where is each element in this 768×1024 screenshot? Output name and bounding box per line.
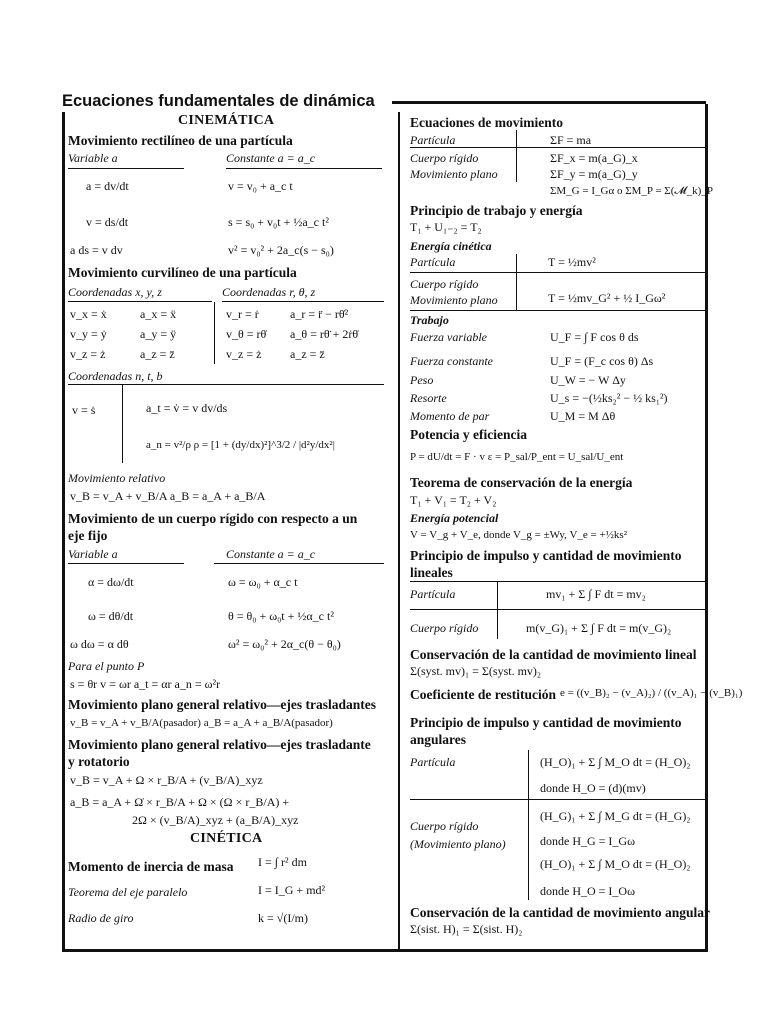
eq-sumFx: ΣF_x = m(a_G)_x bbox=[550, 151, 638, 165]
heading-rectilineo: Movimiento rectilíneo de una partícula bbox=[68, 133, 293, 148]
eq-s-const: s = s₀ + v₀t + ½a_c t² bbox=[228, 215, 329, 229]
eq-a-dvdt: a = dv/dt bbox=[86, 179, 129, 193]
eq-coef-restitucion: e = ((v_B)₂ − (v_A)₂) / ((v_A)₁ − (v_B)₁) bbox=[560, 687, 743, 699]
frame-bottom bbox=[62, 949, 708, 952]
eq-omega-domega: ω dω = α dθ bbox=[70, 637, 129, 651]
label-peso: Peso bbox=[410, 373, 434, 387]
label-constante-alpha: Constante a = a_c bbox=[226, 547, 316, 561]
eq-pasador: v_B = v_A + v_B/A(pasador) a_B = a_A + a_B/A(pasador) bbox=[70, 717, 333, 729]
label-punto-p: Para el punto P bbox=[68, 659, 145, 673]
eq-impulso-particula: mv₁ + Σ ∫ F dt = mv₂ bbox=[546, 587, 646, 601]
heading-cuerpo-rigido: Movimiento de un cuerpo rígido con respecto a un bbox=[68, 511, 358, 526]
label-momento-inercia: Momento de inercia de masa bbox=[68, 859, 234, 874]
section-cinetica: CINÉTICA bbox=[190, 831, 263, 846]
section-cinematica: CINEMÁTICA bbox=[178, 113, 275, 128]
label-xyz: Coordenadas x, y, z bbox=[68, 285, 162, 299]
eq-relativo: v_B = v_A + v_B/A a_B = a_A + a_B/A bbox=[70, 489, 266, 503]
eq-fuerza-constante: U_F = (F_c cos θ) Δs bbox=[550, 354, 654, 368]
column-divider bbox=[398, 112, 400, 950]
eq-fuerza-variable: U_F = ∫ F cos θ ds bbox=[550, 330, 639, 344]
eq-impulso-angular-o: (H_O)₁ + Σ ∫ M_O dt = (H_O)₂ bbox=[540, 857, 691, 871]
eq-energia-potencial: V = V_g + V_e, donde V_g = ±Wy, V_e = +½ks² bbox=[410, 529, 628, 541]
eq-an-rho: a_n = v²/ρ ρ = [1 + (dy/dx)²]^3/2 / |d²y/dx²| bbox=[146, 439, 335, 451]
eq-impulso-rigido: m(v_G)₁ + Σ ∫ F dt = m(v_G)₂ bbox=[526, 621, 672, 635]
label-resorte: Resorte bbox=[410, 391, 447, 405]
eq-sumM: ΣM_G = I_Gα o ΣM_P = Σ(𝓜_k)_P bbox=[550, 185, 713, 197]
label-radio-giro: Radio de giro bbox=[68, 911, 134, 925]
page-title: Ecuaciones fundamentales de dinámica bbox=[62, 92, 375, 110]
eq-momento-par: U_M = M Δθ bbox=[550, 409, 616, 423]
frame-left bbox=[62, 112, 65, 952]
eq-vz2: v_z = ż bbox=[226, 347, 262, 361]
label-cuerpo-rigido-2: Cuerpo rígido bbox=[410, 277, 479, 291]
eq-vx: v_x = ẋ bbox=[70, 307, 107, 321]
heading-plano-trasladantes: Movimiento plano general relativo—ejes trasladantes bbox=[68, 697, 376, 712]
eq-potencia: P = dU/dt = F · v ε = P_sal/P_ent = U_sal/U_ent bbox=[410, 451, 624, 463]
label-particula-4: Partícula bbox=[410, 755, 456, 769]
label-coef-restitucion: Coeficiente de restitución bbox=[410, 687, 556, 702]
eq-alpha: α = dω/dt bbox=[88, 575, 134, 589]
heading-curvilineo: Movimiento curvilíneo de una partícula bbox=[68, 265, 297, 280]
frame-right bbox=[705, 104, 708, 952]
label-fuerza-variable: Fuerza variable bbox=[410, 330, 487, 344]
label-trabajo: Trabajo bbox=[410, 313, 449, 327]
label-particula-2: Partícula bbox=[410, 255, 456, 269]
eq-ab-rot: a_B = a_A + Ω̇ × r_B/A + Ω × (Ω × r_B/A) + bbox=[70, 795, 290, 809]
eq-atheta: a_θ = rθ̈ + 2ṙθ̇ bbox=[290, 327, 359, 341]
label-eje-paralelo: Teorema del eje paralelo bbox=[68, 885, 188, 899]
heading-eje-fijo: eje fijo bbox=[68, 528, 108, 543]
label-fuerza-constante: Fuerza constante bbox=[410, 354, 493, 368]
eq-omega: ω = dθ/dt bbox=[88, 609, 134, 623]
eq-vz: v_z = ż bbox=[70, 347, 106, 361]
label-constante-a: Constante a = a_c bbox=[226, 151, 316, 165]
label-mov-plano-4: (Movimiento plano) bbox=[410, 837, 506, 851]
label-momento-par: Momento de par bbox=[410, 409, 490, 423]
eq-az: a_z = z̈ bbox=[140, 347, 175, 361]
eq-ads: a ds = v dv bbox=[70, 243, 123, 257]
eq-vtheta: v_θ = rθ̇ bbox=[226, 327, 267, 341]
eq-ho-rigido: donde H_O = I_Oω bbox=[540, 884, 635, 898]
label-energia-potencial: Energía potencial bbox=[410, 511, 499, 525]
label-ntb: Coordenadas n, t, b bbox=[68, 369, 163, 383]
eq-impulso-angular-g: (H_G)₁ + Σ ∫ M_G dt = (H_G)₂ bbox=[540, 809, 691, 823]
eq-ax: a_x = ẍ bbox=[140, 307, 177, 321]
eq-v-dsdt: v = ds/dt bbox=[86, 215, 129, 229]
heading-plano-rotatorio: Movimiento plano general relativo—ejes trasladante bbox=[68, 737, 371, 752]
eq-ab-rot-2: 2Ω × (v_B/A)_xyz + (a_B/A)_xyz bbox=[132, 813, 299, 827]
eq-vy: v_y = ẏ bbox=[70, 327, 107, 341]
eq-ar: a_r = r̈ − rθ̇² bbox=[290, 307, 349, 321]
eq-v2-const: v² = v₀² + 2a_c(s − s₀) bbox=[228, 243, 334, 257]
eq-conservacion-angular: Σ(sist. H)₁ = Σ(sist. H)₂ bbox=[410, 922, 523, 936]
eq-conservacion-energia: T₁ + V₁ = T₂ + V₂ bbox=[410, 493, 497, 507]
eq-sumF: ΣF = ma bbox=[550, 133, 592, 147]
heading-conservacion-lineal: Conservación de la cantidad de movimiento lineal bbox=[410, 647, 697, 662]
eq-hg: donde H_G = I_Gω bbox=[540, 834, 635, 848]
heading-angulares: angulares bbox=[410, 732, 467, 747]
eq-punto-p: s = θr v = ωr a_t = αr a_n = ω²r bbox=[70, 677, 221, 691]
label-energia-cinetica: Energía cinética bbox=[410, 239, 492, 253]
label-mov-plano-2: Movimiento plano bbox=[410, 293, 498, 307]
label-cuerpo-rigido-1: Cuerpo rígido bbox=[410, 151, 479, 165]
eq-omega2-const: ω² = ω₀² + 2α_c(θ − θ₀) bbox=[228, 637, 341, 651]
eq-sumFy: ΣF_y = m(a_G)_y bbox=[550, 167, 638, 181]
label-cuerpo-rigido-3: Cuerpo rígido bbox=[410, 621, 479, 635]
heading-y-rotatorio: y rotatorio bbox=[68, 754, 130, 769]
eq-v-sdot: v = ṡ bbox=[72, 403, 96, 417]
heading-conservacion-angular: Conservación de la cantidad de movimiento angular bbox=[410, 905, 711, 920]
heading-impulso-angular: Principio de impulso y cantidad de movimiento bbox=[410, 715, 682, 730]
eq-impulso-angular-particula: (H_O)₁ + Σ ∫ M_O dt = (H_O)₂ bbox=[540, 755, 691, 769]
eq-inercia: I = ∫ r² dm bbox=[258, 855, 307, 869]
label-mov-plano-1: Movimiento plano bbox=[410, 167, 498, 181]
label-particula-1: Partícula bbox=[410, 133, 456, 147]
heading-lineales: lineales bbox=[410, 565, 453, 580]
heading-potencia: Potencia y eficiencia bbox=[410, 427, 527, 442]
label-mov-relativo: Movimiento relativo bbox=[68, 471, 166, 485]
label-particula-3: Partícula bbox=[410, 587, 456, 601]
eq-conservacion-lineal: Σ(syst. mv)₁ = Σ(syst. mv)₂ bbox=[410, 664, 542, 678]
label-rthetaz: Coordenadas r, θ, z bbox=[222, 285, 316, 299]
eq-resorte: U_s = −(½ks₂² − ½ ks₁²) bbox=[550, 391, 668, 405]
heading-conservacion-energia: Teorema de conservación de la energía bbox=[410, 475, 633, 490]
eq-ho-particula: donde H_O = (d)(mv) bbox=[540, 781, 646, 795]
eq-omega-const: ω = ω₀ + α_c t bbox=[228, 575, 298, 589]
eq-v-const: v = v₀ + a_c t bbox=[228, 179, 293, 193]
heading-trabajo-energia: Principio de trabajo y energía bbox=[410, 203, 583, 218]
eq-theta-const: θ = θ₀ + ω₀t + ½α_c t² bbox=[228, 609, 334, 623]
eq-az2: a_z = z̈ bbox=[290, 347, 325, 361]
label-cuerpo-rigido-4: Cuerpo rígido bbox=[410, 819, 479, 833]
eq-t-particula: T = ½mv² bbox=[548, 255, 596, 269]
eq-at: a_t = v̇ = v dv/ds bbox=[146, 401, 228, 415]
eq-t1u12: T₁ + U₁₋₂ = T₂ bbox=[410, 220, 482, 234]
eq-vr: v_r = ṙ bbox=[226, 307, 259, 321]
eq-radio-giro: k = √(I/m) bbox=[258, 911, 309, 925]
eq-vb-rot: v_B = v_A + Ω × r_B/A + (v_B/A)_xyz bbox=[70, 773, 263, 787]
eq-peso: U_W = − W Δy bbox=[550, 373, 626, 387]
title-rule bbox=[392, 101, 706, 104]
heading-ecuaciones-movimiento: Ecuaciones de movimiento bbox=[410, 115, 563, 130]
eq-eje-paralelo: I = I_G + md² bbox=[258, 883, 326, 897]
eq-t-rigido: T = ½mv_G² + ½ I_Gω² bbox=[548, 291, 666, 305]
label-variable-alpha: Variable a bbox=[68, 547, 118, 561]
label-variable-a: Variable a bbox=[68, 151, 118, 165]
eq-ay: a_y = ÿ bbox=[140, 327, 177, 341]
heading-impulso-lineal: Principio de impulso y cantidad de movimiento bbox=[410, 548, 682, 563]
